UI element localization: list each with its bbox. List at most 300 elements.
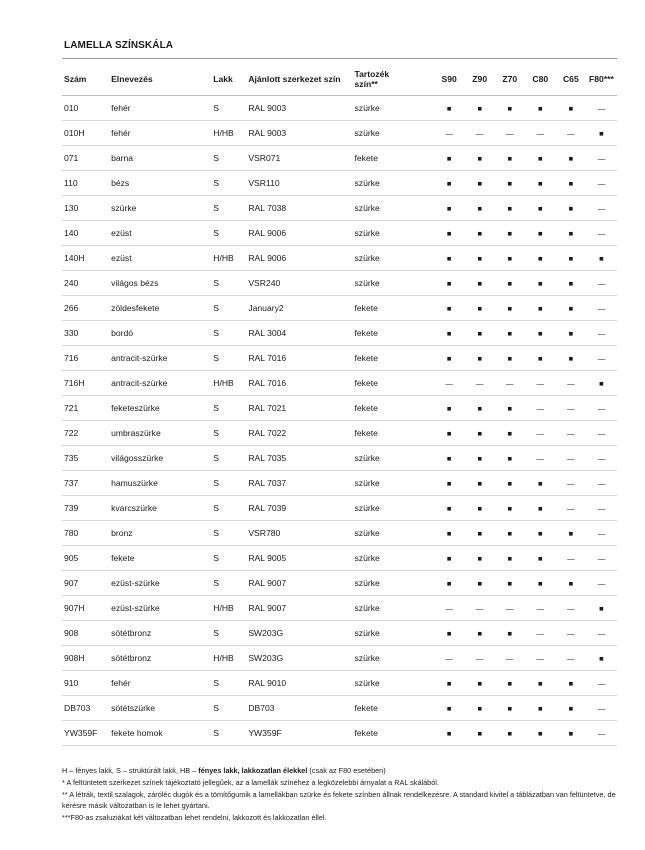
cell-tartozek-szin: fekete [353, 321, 434, 346]
legend-text-a: H – fényes lakk, S – struktúrált lakk, HB – [62, 766, 197, 775]
cell-tartozek-szin: fekete [353, 371, 434, 396]
unavailable-dash-f80: — [586, 571, 617, 596]
cell-szam: 908H [62, 646, 109, 671]
cell-szam: 735 [62, 446, 109, 471]
unavailable-dash-c65: — [556, 596, 586, 621]
cell-szam: 010 [62, 96, 109, 121]
available-mark-z70: ■ [495, 96, 525, 121]
cell-ajanlott-szin: DB703 [246, 696, 352, 721]
available-mark-s90: ■ [434, 546, 465, 571]
unavailable-dash-f80: — [586, 321, 617, 346]
available-mark-z90: ■ [465, 296, 495, 321]
cell-lakk: H/HB [211, 596, 246, 621]
footnotes [62, 765, 622, 824]
available-mark-z90: ■ [465, 146, 495, 171]
unavailable-dash-f80: — [586, 271, 617, 296]
unavailable-dash-f80: — [586, 471, 617, 496]
legend-note [62, 765, 622, 777]
available-mark-c80: ■ [525, 546, 556, 571]
cell-szam: 910 [62, 671, 109, 696]
cell-lakk: S [211, 696, 246, 721]
cell-elnevezes: bordó [109, 321, 211, 346]
cell-tartozek-szin: fekete [353, 696, 434, 721]
unavailable-dash-f80: — [586, 446, 617, 471]
cell-szam: 716 [62, 346, 109, 371]
footnote-3: ***F80-as zsaluziákat két változatban lehet rendelni, lakkozott és lakkozatlan éllel. [62, 813, 327, 823]
available-mark-c80: ■ [525, 521, 556, 546]
table-row [62, 121, 617, 146]
cell-ajanlott-szin: RAL 7016 [246, 371, 352, 396]
cell-elnevezes: világosszürke [109, 446, 211, 471]
cell-lakk: S [211, 621, 246, 646]
cell-ajanlott-szin: RAL 7037 [246, 471, 352, 496]
cell-ajanlott-szin: SW203G [246, 621, 352, 646]
available-mark-z70: ■ [495, 346, 525, 371]
unavailable-dash-z90: — [465, 646, 495, 671]
cell-elnevezes: feketeszürke [109, 396, 211, 421]
unavailable-dash-c65: — [556, 646, 586, 671]
cell-lakk: S [211, 346, 246, 371]
cell-elnevezes: ezüst [109, 246, 211, 271]
cell-tartozek-szin: szürke [353, 121, 434, 146]
available-mark-z70: ■ [495, 271, 525, 296]
cell-tartozek-szin: fekete [353, 721, 434, 746]
available-mark-f80: ■ [586, 646, 617, 671]
cell-szam: 140H [62, 246, 109, 271]
cell-tartozek-szin: szürke [353, 596, 434, 621]
unavailable-dash-c65: — [556, 496, 586, 521]
cell-elnevezes: bézs [109, 171, 211, 196]
available-mark-z70: ■ [495, 721, 525, 746]
cell-tartozek-szin: szürke [353, 571, 434, 596]
cell-lakk: S [211, 571, 246, 596]
cell-elnevezes: bronz [109, 521, 211, 546]
cell-elnevezes: ezüst [109, 221, 211, 246]
available-mark-z70: ■ [495, 171, 525, 196]
available-mark-c65: ■ [556, 321, 586, 346]
cell-elnevezes: sötétbronz [109, 646, 211, 671]
cell-elnevezes: fekete [109, 546, 211, 571]
available-mark-z90: ■ [465, 271, 495, 296]
header-elnevezes: Elnevezés [109, 63, 211, 96]
cell-szam: 722 [62, 421, 109, 446]
unavailable-dash-s90: — [434, 596, 465, 621]
table-row [62, 546, 617, 571]
cell-tartozek-szin: fekete [353, 296, 434, 321]
cell-ajanlott-szin: RAL 9007 [246, 596, 352, 621]
cell-ajanlott-szin: YW359F [246, 721, 352, 746]
cell-szam: 716H [62, 371, 109, 396]
cell-lakk: S [211, 96, 246, 121]
cell-szam: 905 [62, 546, 109, 571]
cell-ajanlott-szin: RAL 9003 [246, 96, 352, 121]
available-mark-c65: ■ [556, 146, 586, 171]
available-mark-c80: ■ [525, 571, 556, 596]
available-mark-s90: ■ [434, 496, 465, 521]
header-model-z90: Z90 [465, 63, 495, 96]
available-mark-z70: ■ [495, 296, 525, 321]
unavailable-dash-s90: — [434, 646, 465, 671]
available-mark-z90: ■ [465, 446, 495, 471]
available-mark-z70: ■ [495, 696, 525, 721]
header-lakk: Lakk [211, 63, 246, 96]
available-mark-z90: ■ [465, 471, 495, 496]
cell-lakk: S [211, 146, 246, 171]
cell-tartozek-szin: szürke [353, 621, 434, 646]
header-model-s90: S90 [434, 63, 465, 96]
available-mark-c80: ■ [525, 246, 556, 271]
unavailable-dash-c80: — [525, 396, 556, 421]
available-mark-z90: ■ [465, 671, 495, 696]
available-mark-z70: ■ [495, 421, 525, 446]
cell-elnevezes: fehér [109, 96, 211, 121]
cell-lakk: S [211, 496, 246, 521]
available-mark-c80: ■ [525, 221, 556, 246]
available-mark-c65: ■ [556, 171, 586, 196]
unavailable-dash-c80: — [525, 446, 556, 471]
available-mark-c80: ■ [525, 171, 556, 196]
available-mark-c65: ■ [556, 296, 586, 321]
cell-lakk: S [211, 296, 246, 321]
cell-elnevezes: umbraszürke [109, 421, 211, 446]
cell-szam: YW359F [62, 721, 109, 746]
unavailable-dash-z70: — [495, 121, 525, 146]
available-mark-c65: ■ [556, 696, 586, 721]
cell-lakk: S [211, 396, 246, 421]
cell-elnevezes: fehér [109, 671, 211, 696]
table-row [62, 721, 617, 746]
unavailable-dash-f80: — [586, 521, 617, 546]
cell-lakk: S [211, 221, 246, 246]
cell-lakk: S [211, 521, 246, 546]
cell-ajanlott-szin: RAL 9006 [246, 246, 352, 271]
table-row [62, 671, 617, 696]
table-row [62, 521, 617, 546]
cell-elnevezes: zöldesfekete [109, 296, 211, 321]
unavailable-dash-f80: — [586, 296, 617, 321]
cell-szam: 907 [62, 571, 109, 596]
available-mark-z70: ■ [495, 446, 525, 471]
cell-tartozek-szin: fekete [353, 396, 434, 421]
cell-ajanlott-szin: RAL 7038 [246, 196, 352, 221]
cell-tartozek-szin: szürke [353, 496, 434, 521]
available-mark-s90: ■ [434, 571, 465, 596]
unavailable-dash-f80: — [586, 721, 617, 746]
available-mark-c65: ■ [556, 671, 586, 696]
unavailable-dash-c65: — [556, 621, 586, 646]
table-row [62, 371, 617, 396]
available-mark-s90: ■ [434, 96, 465, 121]
unavailable-dash-c80: — [525, 621, 556, 646]
available-mark-c80: ■ [525, 346, 556, 371]
cell-ajanlott-szin: January2 [246, 296, 352, 321]
available-mark-z90: ■ [465, 421, 495, 446]
available-mark-z90: ■ [465, 496, 495, 521]
header-model-f80: F80*** [586, 63, 617, 96]
available-mark-c80: ■ [525, 271, 556, 296]
cell-szam: 140 [62, 221, 109, 246]
available-mark-z90: ■ [465, 96, 495, 121]
available-mark-f80: ■ [586, 121, 617, 146]
available-mark-s90: ■ [434, 621, 465, 646]
available-mark-s90: ■ [434, 421, 465, 446]
cell-elnevezes: fekete homok [109, 721, 211, 746]
available-mark-c65: ■ [556, 96, 586, 121]
unavailable-dash-f80: — [586, 96, 617, 121]
cell-ajanlott-szin: RAL 3004 [246, 321, 352, 346]
unavailable-dash-z90: — [465, 596, 495, 621]
unavailable-dash-c80: — [525, 121, 556, 146]
available-mark-s90: ■ [434, 521, 465, 546]
available-mark-f80: ■ [586, 596, 617, 621]
available-mark-z70: ■ [495, 196, 525, 221]
cell-elnevezes: barna [109, 146, 211, 171]
cell-lakk: H/HB [211, 246, 246, 271]
available-mark-z90: ■ [465, 696, 495, 721]
available-mark-s90: ■ [434, 671, 465, 696]
cell-ajanlott-szin: RAL 9006 [246, 221, 352, 246]
available-mark-s90: ■ [434, 296, 465, 321]
available-mark-c65: ■ [556, 221, 586, 246]
cell-tartozek-szin: szürke [353, 446, 434, 471]
color-scale-table [62, 63, 617, 746]
available-mark-c80: ■ [525, 721, 556, 746]
unavailable-dash-f80: — [586, 546, 617, 571]
cell-ajanlott-szin: RAL 7035 [246, 446, 352, 471]
unavailable-dash-f80: — [586, 196, 617, 221]
cell-elnevezes: sötétbronz [109, 621, 211, 646]
available-mark-s90: ■ [434, 271, 465, 296]
cell-tartozek-szin: szürke [353, 271, 434, 296]
unavailable-dash-c80: — [525, 596, 556, 621]
cell-ajanlott-szin: RAL 9003 [246, 121, 352, 146]
table-row [62, 196, 617, 221]
cell-szam: 908 [62, 621, 109, 646]
available-mark-z70: ■ [495, 521, 525, 546]
cell-lakk: H/HB [211, 121, 246, 146]
cell-szam: 266 [62, 296, 109, 321]
available-mark-c65: ■ [556, 521, 586, 546]
table-header-row [62, 63, 617, 96]
cell-tartozek-szin: fekete [353, 346, 434, 371]
unavailable-dash-f80: — [586, 496, 617, 521]
unavailable-dash-z90: — [465, 371, 495, 396]
cell-tartozek-szin: szürke [353, 171, 434, 196]
available-mark-c80: ■ [525, 296, 556, 321]
cell-lakk: S [211, 321, 246, 346]
cell-tartozek-szin: szürke [353, 546, 434, 571]
available-mark-z90: ■ [465, 196, 495, 221]
table-row [62, 96, 617, 121]
cell-ajanlott-szin: RAL 9005 [246, 546, 352, 571]
available-mark-z90: ■ [465, 171, 495, 196]
cell-lakk: S [211, 271, 246, 296]
table-row [62, 646, 617, 671]
header-szam: Szám [62, 63, 109, 96]
table-row [62, 496, 617, 521]
available-mark-f80: ■ [586, 246, 617, 271]
cell-elnevezes: antracit-szürke [109, 371, 211, 396]
table-row [62, 571, 617, 596]
available-mark-z70: ■ [495, 471, 525, 496]
cell-elnevezes: világos bézs [109, 271, 211, 296]
available-mark-c80: ■ [525, 671, 556, 696]
table-row [62, 471, 617, 496]
available-mark-c65: ■ [556, 246, 586, 271]
cell-szam: DB703 [62, 696, 109, 721]
available-mark-z90: ■ [465, 396, 495, 421]
available-mark-z70: ■ [495, 496, 525, 521]
cell-elnevezes: antracit-szürke [109, 346, 211, 371]
available-mark-z70: ■ [495, 221, 525, 246]
available-mark-s90: ■ [434, 146, 465, 171]
unavailable-dash-f80: — [586, 671, 617, 696]
legend-text-b: (csak az F80 esetében) [309, 766, 386, 775]
unavailable-dash-c65: — [556, 121, 586, 146]
unavailable-dash-f80: — [586, 146, 617, 171]
unavailable-dash-c80: — [525, 646, 556, 671]
available-mark-c80: ■ [525, 496, 556, 521]
table-row [62, 171, 617, 196]
header-model-z70: Z70 [495, 63, 525, 96]
table-row [62, 421, 617, 446]
cell-szam: 010H [62, 121, 109, 146]
available-mark-c80: ■ [525, 471, 556, 496]
unavailable-dash-c65: — [556, 471, 586, 496]
cell-tartozek-szin: szürke [353, 521, 434, 546]
table-row [62, 246, 617, 271]
unavailable-dash-c80: — [525, 421, 556, 446]
available-mark-s90: ■ [434, 221, 465, 246]
available-mark-z90: ■ [465, 721, 495, 746]
unavailable-dash-s90: — [434, 121, 465, 146]
available-mark-c65: ■ [556, 196, 586, 221]
unavailable-dash-c80: — [525, 371, 556, 396]
title-divider [62, 58, 617, 59]
cell-szam: 071 [62, 146, 109, 171]
unavailable-dash-f80: — [586, 346, 617, 371]
cell-ajanlott-szin: RAL 7021 [246, 396, 352, 421]
available-mark-c80: ■ [525, 146, 556, 171]
unavailable-dash-f80: — [586, 171, 617, 196]
cell-ajanlott-szin: RAL 7022 [246, 421, 352, 446]
cell-szam: 739 [62, 496, 109, 521]
cell-lakk: S [211, 721, 246, 746]
available-mark-f80: ■ [586, 371, 617, 396]
available-mark-z90: ■ [465, 221, 495, 246]
available-mark-z90: ■ [465, 346, 495, 371]
cell-szam: 110 [62, 171, 109, 196]
available-mark-z90: ■ [465, 571, 495, 596]
available-mark-z70: ■ [495, 146, 525, 171]
available-mark-s90: ■ [434, 396, 465, 421]
table-row [62, 346, 617, 371]
cell-tartozek-szin: szürke [353, 471, 434, 496]
table-row [62, 696, 617, 721]
cell-szam: 330 [62, 321, 109, 346]
cell-szam: 130 [62, 196, 109, 221]
cell-tartozek-szin: szürke [353, 671, 434, 696]
table-row [62, 321, 617, 346]
cell-ajanlott-szin: VSR071 [246, 146, 352, 171]
header-model-c80: C80 [525, 63, 556, 96]
available-mark-s90: ■ [434, 721, 465, 746]
cell-lakk: S [211, 446, 246, 471]
cell-tartozek-szin: szürke [353, 246, 434, 271]
unavailable-dash-c65: — [556, 421, 586, 446]
available-mark-c80: ■ [525, 696, 556, 721]
available-mark-z70: ■ [495, 546, 525, 571]
unavailable-dash-c65: — [556, 446, 586, 471]
available-mark-s90: ■ [434, 196, 465, 221]
unavailable-dash-z70: — [495, 596, 525, 621]
available-mark-z70: ■ [495, 396, 525, 421]
cell-ajanlott-szin: RAL 9007 [246, 571, 352, 596]
cell-lakk: H/HB [211, 371, 246, 396]
available-mark-c65: ■ [556, 721, 586, 746]
unavailable-dash-f80: — [586, 221, 617, 246]
available-mark-z70: ■ [495, 571, 525, 596]
cell-elnevezes: szürke [109, 196, 211, 221]
cell-elnevezes: ezüst-szürke [109, 571, 211, 596]
header-tartozek-line2: szín** [354, 79, 378, 89]
available-mark-z70: ■ [495, 671, 525, 696]
cell-ajanlott-szin: VSR780 [246, 521, 352, 546]
table-row [62, 446, 617, 471]
table-row [62, 296, 617, 321]
cell-lakk: H/HB [211, 646, 246, 671]
available-mark-z70: ■ [495, 321, 525, 346]
cell-szam: 240 [62, 271, 109, 296]
cell-lakk: S [211, 171, 246, 196]
available-mark-z90: ■ [465, 621, 495, 646]
header-tartozek-line1: Tartozék [354, 69, 390, 79]
table-row [62, 271, 617, 296]
unavailable-dash-f80: — [586, 421, 617, 446]
available-mark-c80: ■ [525, 196, 556, 221]
cell-tartozek-szin: fekete [353, 146, 434, 171]
cell-tartozek-szin: szürke [353, 646, 434, 671]
cell-szam: 737 [62, 471, 109, 496]
cell-lakk: S [211, 421, 246, 446]
available-mark-z90: ■ [465, 321, 495, 346]
cell-elnevezes: hamuszürke [109, 471, 211, 496]
available-mark-c65: ■ [556, 571, 586, 596]
cell-elnevezes: kvarcszürke [109, 496, 211, 521]
available-mark-z90: ■ [465, 521, 495, 546]
available-mark-s90: ■ [434, 246, 465, 271]
available-mark-z70: ■ [495, 246, 525, 271]
cell-elnevezes: ezüst-szürke [109, 596, 211, 621]
available-mark-s90: ■ [434, 471, 465, 496]
available-mark-c65: ■ [556, 271, 586, 296]
legend-text-bold: fényes lakk, lakkozatlan élekkel [198, 766, 308, 775]
available-mark-z90: ■ [465, 546, 495, 571]
cell-szam: 780 [62, 521, 109, 546]
cell-lakk: S [211, 546, 246, 571]
cell-ajanlott-szin: VSR110 [246, 171, 352, 196]
unavailable-dash-z70: — [495, 371, 525, 396]
available-mark-c80: ■ [525, 96, 556, 121]
available-mark-c80: ■ [525, 321, 556, 346]
available-mark-c65: ■ [556, 346, 586, 371]
cell-szam: 721 [62, 396, 109, 421]
unavailable-dash-z70: — [495, 646, 525, 671]
cell-ajanlott-szin: VSR240 [246, 271, 352, 296]
table-row [62, 146, 617, 171]
available-mark-s90: ■ [434, 346, 465, 371]
cell-lakk: S [211, 471, 246, 496]
